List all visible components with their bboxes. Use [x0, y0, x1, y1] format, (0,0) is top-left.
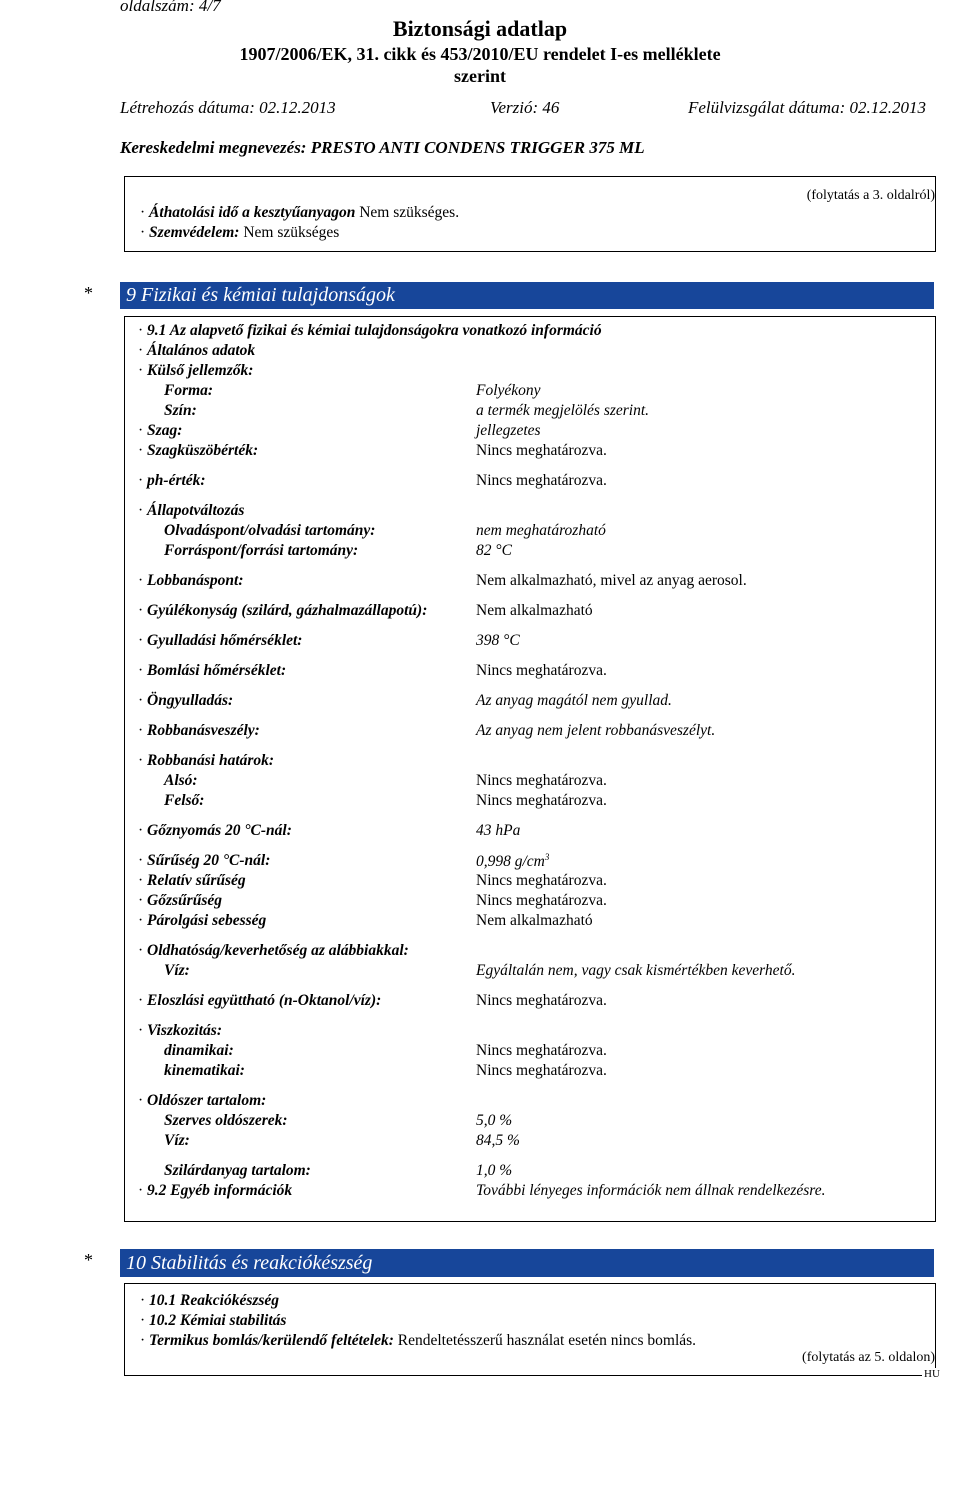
section10-change-marker: *	[84, 1250, 93, 1270]
property-row: · Gyulladási hőmérséklet:	[138, 632, 303, 649]
property-label: Szilárdanyag tartalom:	[164, 1162, 311, 1179]
property-row: · Robbanási határok:	[138, 752, 275, 769]
chemical-stability-label: 10.2 Kémiai stabilitás	[149, 1312, 287, 1329]
property-label: Eloszlási együttható (n-Oktanol/víz):	[147, 992, 382, 1009]
property-value	[476, 662, 607, 680]
property-row: · Bomlási hőmérséklet:	[138, 662, 287, 679]
property-value-text: Nincs meghatározva.	[476, 662, 607, 679]
property-value-text: Nincs meghatározva.	[476, 472, 607, 489]
property-label: Felső:	[164, 792, 205, 809]
property-label: Gőznyomás 20 °C-nál:	[147, 822, 292, 839]
property-label: Oldószer tartalom:	[147, 1092, 267, 1109]
property-row: · Sűrűség 20 °C-nál:	[138, 852, 271, 869]
property-value	[476, 1042, 607, 1060]
property-value	[476, 692, 672, 710]
regulation-line-2: szerint	[454, 66, 506, 86]
property-label: Gyúlékonyság (szilárd, gázhalmazállapotú):	[147, 602, 428, 619]
property-row: · 9.2 Egyéb információk	[138, 1182, 293, 1199]
property-value	[476, 522, 606, 540]
property-value	[476, 962, 796, 980]
property-label: ph-érték:	[147, 472, 206, 489]
property-label: Lobbanáspont:	[147, 572, 244, 589]
thermal-decomposition-row: · Termikus bomlás/kerülendő feltételek: Rendeltetésszerű használat esetén nincs bomlás.	[140, 1332, 697, 1349]
property-value-text: Nincs meghatározva.	[476, 872, 607, 889]
property-label: Öngyulladás:	[147, 692, 234, 709]
property-label: 9.2 Egyéb információk	[147, 1182, 293, 1199]
glove-permeation-label: Áthatolási idő a kesztyűanyagon	[149, 204, 356, 221]
property-value	[476, 872, 607, 890]
property-label: Állapotváltozás	[147, 502, 245, 519]
property-row: · Szag:	[138, 422, 183, 439]
property-row	[138, 1132, 190, 1150]
property-label: Sűrűség 20 °C-nál:	[147, 852, 271, 869]
property-row: · Gyúlékonyság (szilárd, gázhalmazállapotú):	[138, 602, 428, 619]
property-label: Szín:	[164, 402, 197, 419]
property-value-text: Nem alkalmazható, mivel az anyag aerosol.	[476, 572, 747, 589]
property-value	[476, 542, 512, 560]
property-row: · Általános adatok	[138, 342, 256, 359]
language-code: HU	[924, 1368, 940, 1380]
revised-date: Felülvizsgálat dátuma: 02.12.2013	[688, 98, 926, 117]
property-row: · Gőzsűrűség	[138, 892, 222, 909]
property-value-text: Nincs meghatározva.	[476, 772, 607, 789]
property-value-text: jellegzetes	[476, 422, 541, 439]
property-value-text: Nincs meghatározva.	[476, 1062, 607, 1079]
property-value-text: a termék megjelölés szerint.	[476, 402, 650, 419]
property-value	[476, 992, 607, 1010]
property-value	[476, 892, 607, 910]
property-label: Víz:	[164, 1132, 190, 1149]
property-row: · Párolgási sebesség	[138, 912, 267, 929]
eye-protection-label: Szemvédelem:	[149, 224, 240, 241]
section9-change-marker: *	[84, 283, 93, 303]
property-label: Forráspont/forrási tartomány:	[164, 542, 359, 559]
property-label: Forma:	[164, 382, 214, 399]
property-value-text: 82 °C	[476, 542, 512, 559]
property-value	[476, 1062, 607, 1080]
property-value	[476, 1132, 520, 1150]
property-label: Bomlási hőmérséklet:	[147, 662, 287, 679]
property-row: · Gőznyomás 20 °C-nál:	[138, 822, 292, 839]
property-row: · Viszkozitás:	[138, 1022, 222, 1039]
section9-title: 9 Fizikai és kémiai tulajdonságok	[120, 282, 934, 309]
property-value-text: Nincs meghatározva.	[476, 892, 607, 909]
eye-protection-value: Nem szükséges	[243, 224, 340, 241]
property-label: Robbanásveszély:	[147, 722, 260, 739]
property-value	[476, 602, 593, 620]
property-label: Oldhatóság/keverhetőség az alábbiakkal:	[147, 942, 409, 959]
property-row	[138, 522, 375, 540]
continued-to: (folytatás az 5. oldalon)	[802, 1350, 935, 1365]
footer-rule-left	[124, 1375, 936, 1376]
glove-permeation-row: · Áthatolási idő a kesztyűanyagon Nem szükséges.	[140, 204, 460, 221]
property-value-text: Az anyag nem jelent robbanásveszélyt.	[476, 722, 716, 739]
property-value	[476, 822, 520, 840]
unit-superscript: 3	[544, 852, 550, 862]
property-value-text: nem meghatározható	[476, 522, 606, 539]
property-row: · 9.1 Az alapvető fizikai és kémiai tulajdonságokra vonatkozó információ	[138, 322, 602, 339]
property-value	[476, 852, 549, 871]
created-date: Létrehozás dátuma: 02.12.2013	[120, 98, 336, 117]
version: Verzió: 46	[490, 98, 560, 117]
property-row: · Állapotváltozás	[138, 502, 245, 519]
property-label: Szag:	[147, 422, 183, 439]
property-label: Szagküszöbérték:	[147, 442, 259, 459]
property-row	[138, 962, 190, 980]
property-row	[138, 542, 358, 560]
property-value-text: Nincs meghatározva.	[476, 442, 607, 459]
property-value	[476, 572, 747, 590]
regulation-line: 1907/2006/EK, 31. cikk és 453/2010/EU rendelet I-es melléklete	[239, 44, 721, 64]
property-label: dinamikai:	[164, 1042, 234, 1059]
property-row	[138, 792, 204, 810]
property-row	[138, 772, 198, 790]
property-value-text: Nincs meghatározva.	[476, 1042, 607, 1059]
property-value-text: 1,0 %	[476, 1162, 513, 1179]
property-value-text: További lényeges információk nem állnak rendelkezésre.	[476, 1182, 826, 1199]
property-label: Szerves oldószerek:	[164, 1112, 288, 1129]
property-label: Viszkozitás:	[147, 1022, 222, 1039]
reactivity-label: 10.1 Reakciókészség	[149, 1292, 280, 1309]
property-value	[476, 402, 649, 420]
page-number: oldalszám: 4/7	[120, 0, 221, 15]
continued-from: (folytatás a 3. oldalról)	[806, 188, 935, 203]
property-label: Olvadáspont/olvadási tartomány:	[164, 522, 376, 539]
property-value	[476, 1162, 512, 1180]
property-value-text: Az anyag magától nem gyullad.	[476, 692, 672, 709]
property-row: · Robbanásveszély:	[138, 722, 260, 739]
property-label: 9.1 Az alapvető fizikai és kémiai tulajdonságokra vonatkozó információ	[147, 322, 602, 339]
glove-permeation-value: Nem szükséges.	[359, 204, 460, 221]
property-row	[138, 382, 213, 400]
property-value-text: 84,5 %	[476, 1132, 520, 1149]
property-value	[476, 632, 520, 650]
property-value	[476, 772, 607, 790]
property-value-text: 5,0 %	[476, 1112, 513, 1129]
property-row: · Eloszlási együttható (n-Oktanol/víz):	[138, 992, 382, 1009]
property-row: · Öngyulladás:	[138, 692, 234, 709]
property-row	[138, 402, 197, 420]
document-title: Biztonsági adatlap	[392, 16, 568, 41]
section10-title: 10 Stabilitás és reakciókészség	[120, 1249, 934, 1277]
property-row: · Lobbanáspont:	[138, 572, 244, 589]
property-value	[476, 792, 607, 810]
property-label: kinematikai:	[164, 1062, 245, 1079]
property-value	[476, 912, 593, 930]
property-row	[138, 1112, 288, 1130]
reactivity-row: · 10.1 Reakciókészség	[140, 1292, 280, 1309]
thermal-decomposition-label: Termikus bomlás/kerülendő feltételek:	[149, 1332, 394, 1349]
property-label: Alsó:	[164, 772, 198, 789]
property-value-text: Nem alkalmazható	[476, 912, 593, 929]
property-value	[476, 422, 541, 440]
property-value	[476, 1112, 512, 1130]
chemical-stability-row: · 10.2 Kémiai stabilitás	[140, 1312, 287, 1329]
trade-name: Kereskedelmi megnevezés: PRESTO ANTI CONDENS TRIGGER 375 ML	[120, 138, 645, 157]
property-value	[476, 722, 715, 740]
property-row	[138, 1162, 311, 1180]
property-value-text: 43 hPa	[476, 822, 521, 839]
property-label: Párolgási sebesség	[147, 912, 267, 929]
property-row: · Szagküszöbérték:	[138, 442, 259, 459]
property-label: Gőzsűrűség	[147, 892, 222, 909]
property-label: Relatív sűrűség	[147, 872, 246, 889]
property-value-text: 0,998 g/cm	[476, 853, 545, 871]
property-value-text: 398 °C	[476, 632, 520, 649]
property-value-text: Folyékony	[476, 382, 541, 399]
property-label: Robbanási határok:	[147, 752, 275, 769]
property-row: · Oldhatóság/keverhetőség az alábbiakkal:	[138, 942, 409, 959]
eye-protection-row: · Szemvédelem: Nem szükséges	[140, 224, 340, 241]
property-value-text: Egyáltalán nem, vagy csak kismértékben keverhető.	[476, 962, 796, 979]
property-row: · ph-érték:	[138, 472, 206, 489]
property-value-text: Nem alkalmazható	[476, 602, 593, 619]
property-value-text: Nincs meghatározva.	[476, 792, 607, 809]
property-value	[476, 442, 607, 460]
property-row: · Oldószer tartalom:	[138, 1092, 267, 1109]
thermal-decomposition-value: Rendeltetésszerű használat esetén nincs bomlás.	[397, 1332, 697, 1349]
property-row: · Relatív sűrűség	[138, 872, 246, 889]
property-label: Külső jellemzők:	[147, 362, 254, 379]
property-label: Általános adatok	[147, 342, 256, 359]
property-value-text: Nincs meghatározva.	[476, 992, 607, 1009]
property-row: · Külső jellemzők:	[138, 362, 254, 379]
property-row	[138, 1042, 234, 1060]
property-label: Gyulladási hőmérséklet:	[147, 632, 303, 649]
property-value	[476, 472, 607, 490]
property-value	[476, 382, 541, 400]
property-row	[138, 1062, 245, 1080]
property-value	[476, 1182, 826, 1200]
property-label: Víz:	[164, 962, 190, 979]
